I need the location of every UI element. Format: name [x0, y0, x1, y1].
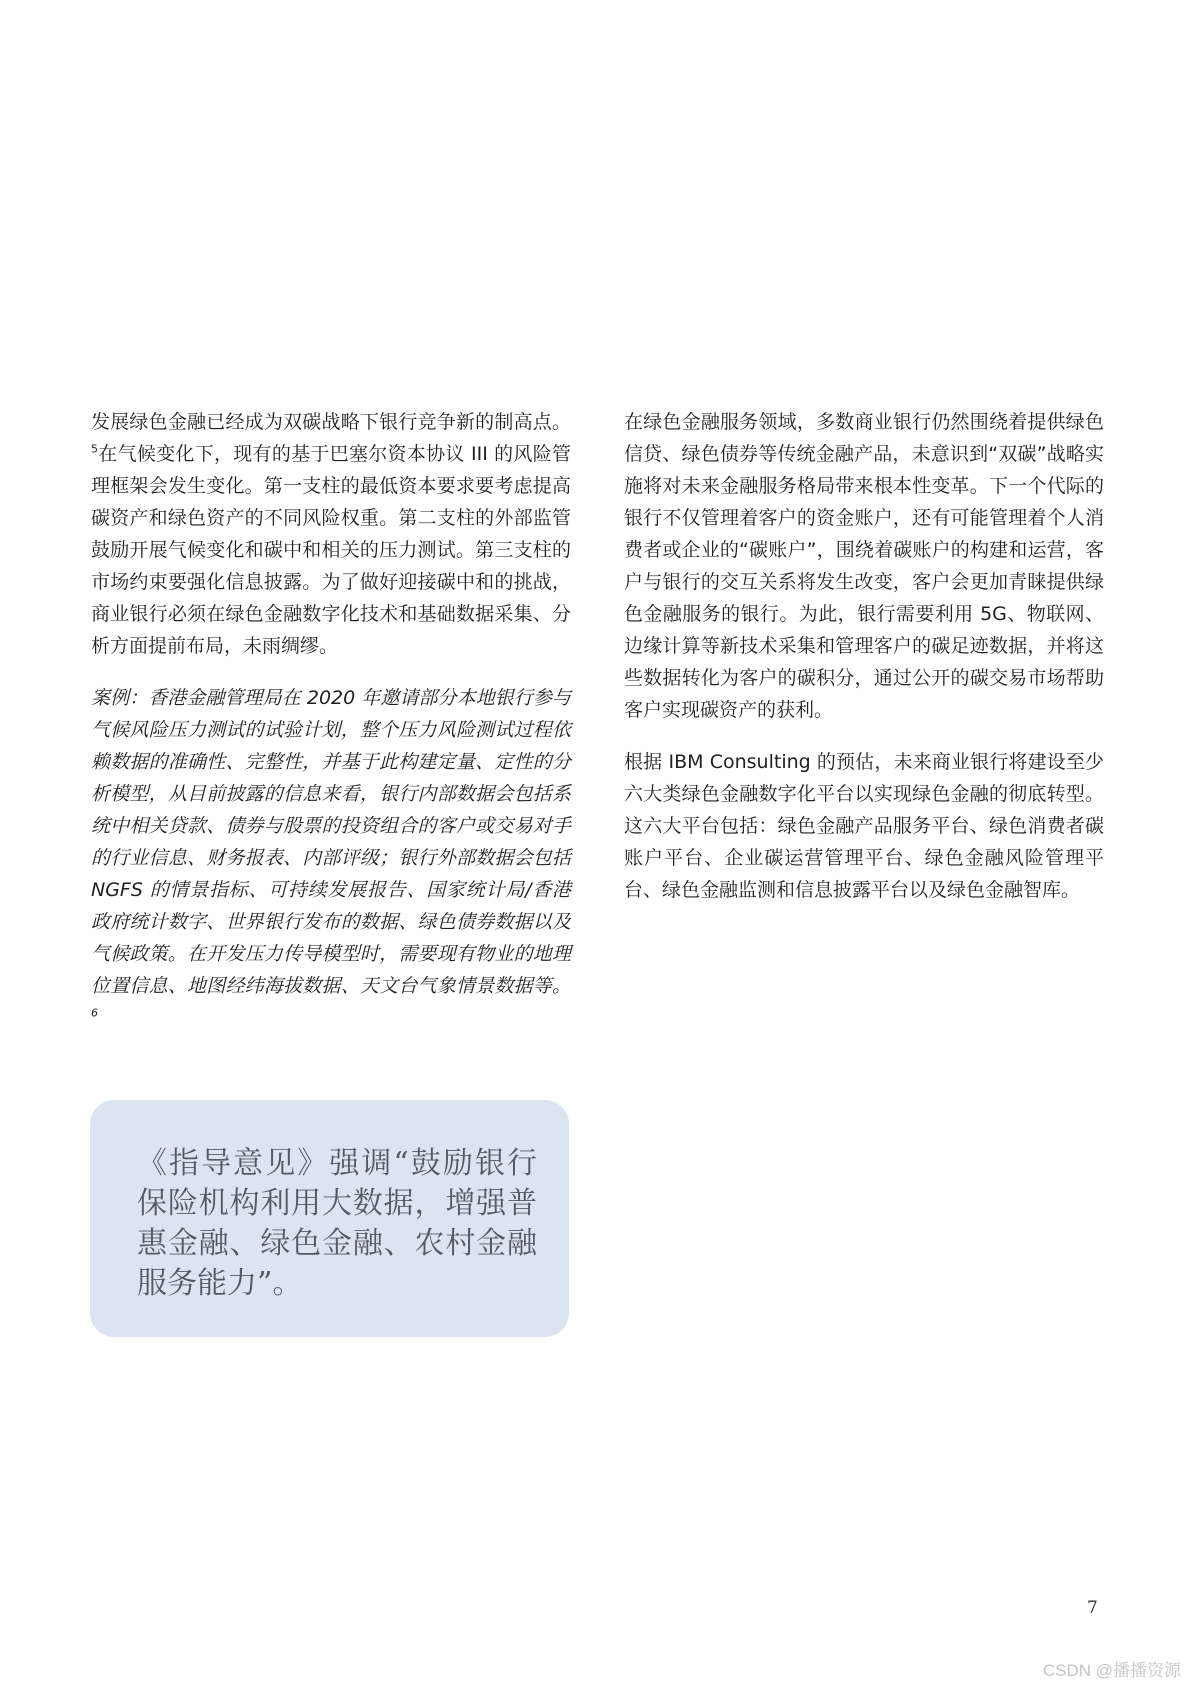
footnote-ref-5[interactable]: 5	[91, 442, 98, 456]
page-number: 7	[1087, 1598, 1098, 1618]
left-column	[91, 406, 571, 1034]
callout-quote: 《指导意见》强调“鼓励银行保险机构利用大数据，增强普惠金融、绿色金融、农村金融服务能力”。	[137, 1146, 537, 1301]
intro-paragraph	[91, 406, 571, 662]
platforms-paragraph: 根据 IBM Consulting 的预估，未来商业银行将建设至少六大类绿色金融数字化平台以实现绿色金融的彻底转型。这六大平台包括：绿色金融产品服务平台、绿色消费者碳账户平台、企业碳运营管理平台、绿色金融风险管理平台、绿色金融监测和信息披露平台以及绿色金融智库。	[624, 751, 1104, 901]
case-study-text: 案例：香港金融管理局在 2020 年邀请部分本地银行参与气候风险压力测试的试验计划，整个压力风险测试过程依赖数据的准确性、完整性，并基于此构建定量、定性的分析模型，从目前披露的信息来看，银行内部数据会包括系统中相关贷款、债券与股票的投资组合的客户或交易对手的行业信息、财务报表、内部评级；银行外部数据会包括 NGFS 的情景指标、可持续发展报告、国家统计局/香港政府统计数字、世界银行发布的数据、绿色债券数据以及气候政策。在开发压力传导模型时，需要现有物业的地理位置信息、地图经纬海拔数据、天文台气象情景数据等。	[91, 687, 571, 997]
case-study-paragraph	[91, 682, 571, 1034]
watermark: CSDN @播播资源	[1042, 1661, 1181, 1680]
intro-text-continued: 在气候变化下，现有的基于巴塞尔资本协议 III 的风险管理框架会发生变化。第一支柱的最低资本要求要考虑提高碳资产和绿色资产的不同风险权重。第二支柱的外部监管鼓励开展气候变化和碳中和相关的压力测试。第三支柱的市场约束要强化信息披露。为了做好迎接碳中和的挑战，商业银行必须在绿色金融数字化技术和基础数据采集、分析方面提前布局，未雨绸缪。	[91, 443, 571, 657]
right-column	[624, 406, 1104, 906]
intro-text: 发展绿色金融已经成为双碳战略下银行竞争新的制高点。	[91, 411, 571, 433]
footnote-ref-6[interactable]: 6	[91, 1006, 98, 1020]
quote-callout	[90, 1100, 569, 1337]
carbon-account-paragraph: 在绿色金融服务领域，多数商业银行仍然围绕着提供绿色信贷、绿色债券等传统金融产品，未意识到“双碳”战略实施将对未来金融服务格局带来根本性变革。下一个代际的银行不仅管理着客户的资金账户，还有可能管理着个人消费者或企业的“碳账户”，围绕着碳账户的构建和运营，客户与银行的交互关系将发生改变，客户会更加青睐提供绿色金融服务的银行。为此，银行需要利用 5G、物联网、边缘计算等新技术采集和管理客户的碳足迹数据，并将这些数据转化为客户的碳积分，通过公开的碳交易市场帮助客户实现碳资产的获利。	[624, 411, 1104, 721]
